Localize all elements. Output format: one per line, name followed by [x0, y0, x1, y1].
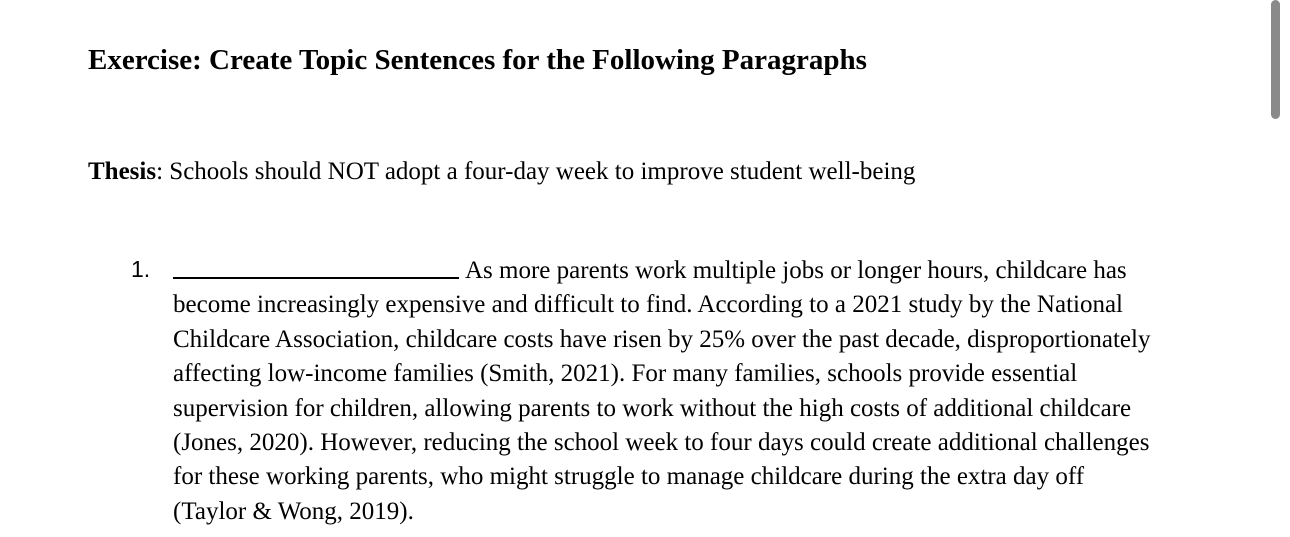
- paragraph-line: affecting low-income families (Smith, 2021). For many families, schools provide essential: [173, 360, 1078, 388]
- thesis-text: Schools should NOT adopt a four-day week to improve student well-being: [163, 158, 916, 185]
- paragraph-line: [173, 252, 1203, 288]
- paragraph-line: for these working parents, who might struggle to manage childcare during the extra day off: [173, 463, 1085, 491]
- vertical-scrollbar[interactable]: [1271, 0, 1280, 119]
- list-item-paragraph: [173, 252, 1203, 529]
- paragraph-line: become increasingly expensive and difficult to find. According to a 2021 study by the National: [173, 291, 1123, 319]
- thesis-separator: :: [156, 158, 164, 185]
- paragraph-line: Childcare Association, childcare costs have risen by 25% over the past decade, disproportionately: [173, 325, 1151, 353]
- list-item-number: 1.: [131, 256, 151, 282]
- paragraph-line: (Jones, 2020). However, reducing the school week to four days could create additional challenges: [173, 429, 1150, 457]
- topic-sentence-blank[interactable]: [173, 253, 459, 279]
- thesis-label: Thesis: [88, 158, 157, 185]
- paragraph-line: (Taylor & Wong, 2019).: [173, 497, 414, 525]
- exercise-heading: Exercise: Create Topic Sentences for the Following Paragraphs: [88, 44, 867, 76]
- thesis-statement: [88, 155, 915, 189]
- paragraph-line: supervision for children, allowing parents to work without the high costs of additional childcare: [173, 394, 1132, 422]
- paragraph-line-text: As more parents work multiple jobs or longer hours, childcare has: [465, 257, 1127, 284]
